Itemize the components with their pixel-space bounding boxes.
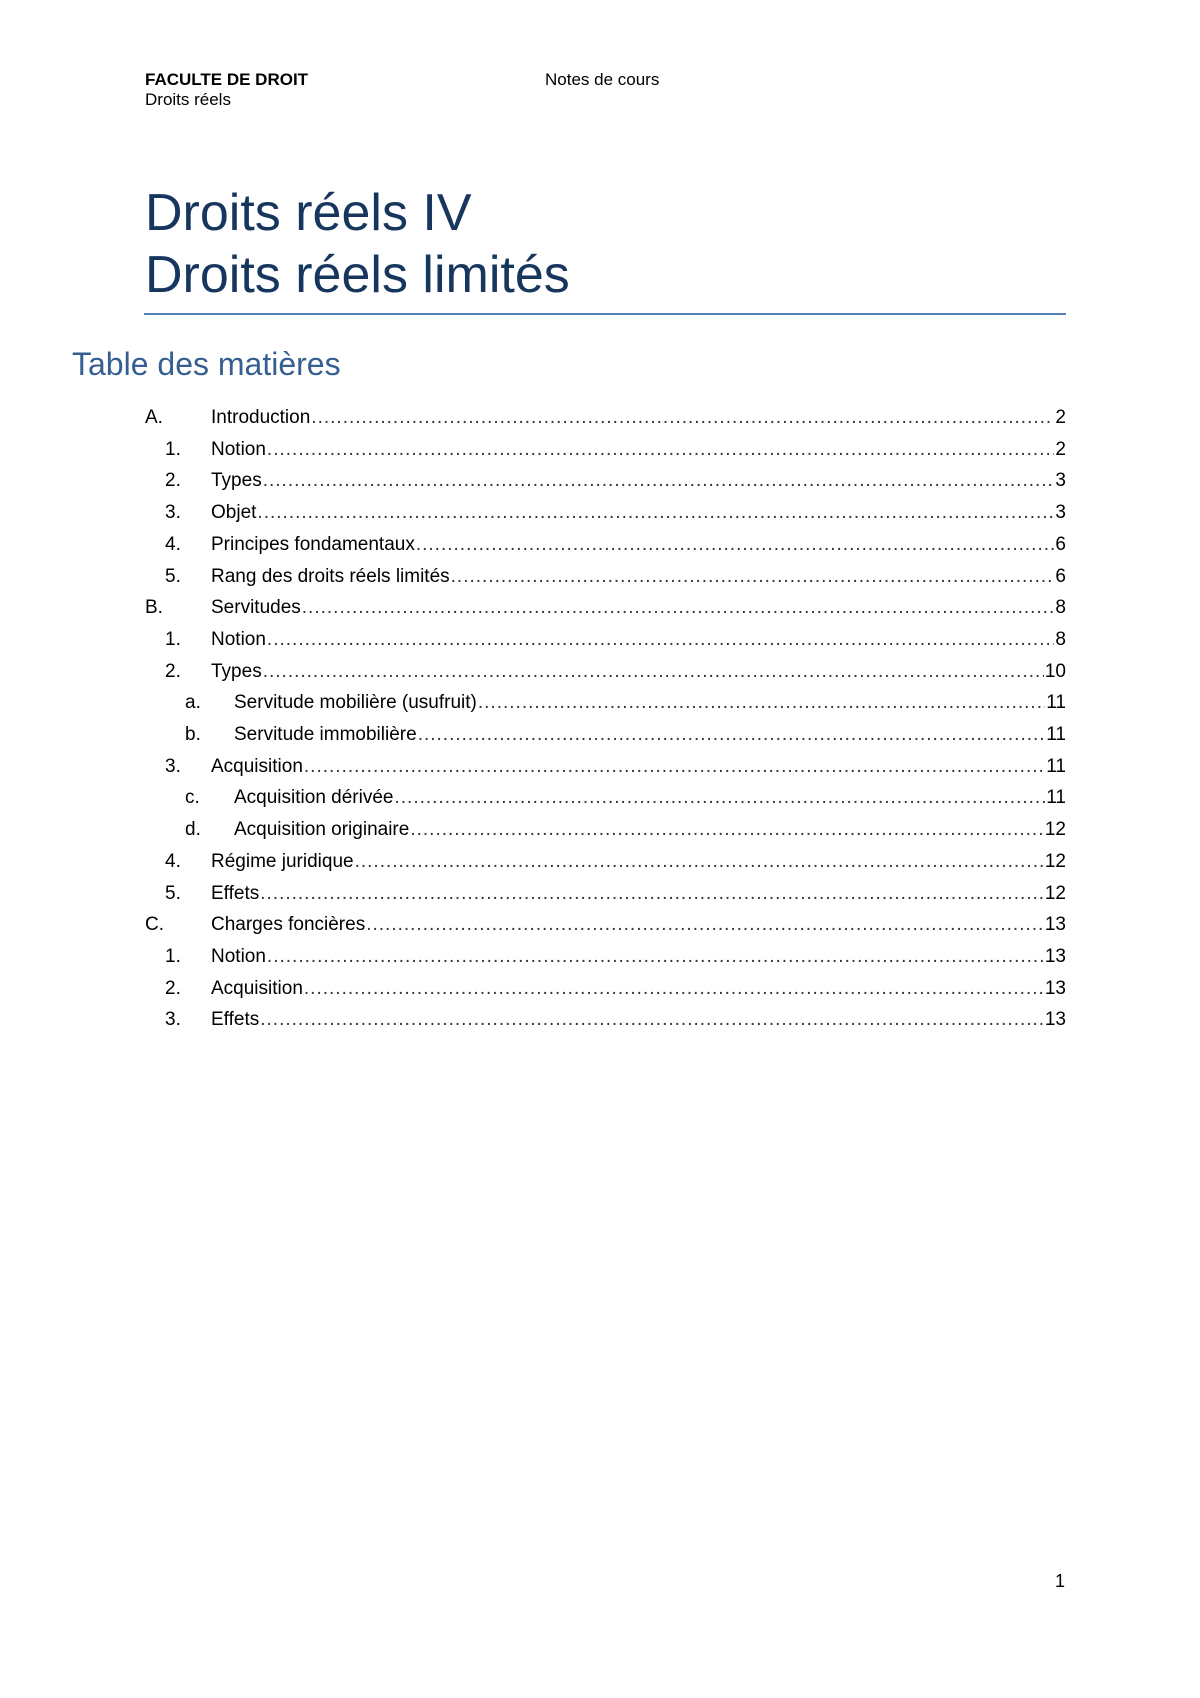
toc-entry-title[interactable]: Effets <box>211 1009 260 1030</box>
toc-dot-leader <box>260 882 1044 906</box>
toc-entry-page: 11 <box>1046 756 1066 777</box>
toc-heading: Table des matières <box>72 346 341 382</box>
title-divider <box>144 313 1066 315</box>
document-title-line-1: Droits réels IV <box>145 184 472 242</box>
toc-entry-page: 13 <box>1044 1009 1066 1030</box>
toc-dot-leader <box>311 406 1054 430</box>
toc-entry-page: 8 <box>1055 597 1066 618</box>
toc-dot-leader <box>418 723 1046 747</box>
toc-entry-line <box>234 723 1066 747</box>
toc-dot-leader <box>267 628 1055 652</box>
toc-entry-number: d. <box>185 819 201 840</box>
toc-entry-page: 3 <box>1055 502 1066 523</box>
toc-entry-page: 11 <box>1046 724 1066 745</box>
toc-entry-title[interactable]: Acquisition <box>211 756 303 777</box>
toc-entry-line <box>211 882 1066 906</box>
toc-entry-title[interactable]: Types <box>211 470 262 491</box>
toc-entry-number: 4. <box>165 851 181 872</box>
toc-entry-title[interactable]: Servitude mobilière (usufruit) <box>234 692 477 713</box>
toc-entry-number: C. <box>145 914 164 935</box>
toc-entry-number: 4. <box>165 534 181 555</box>
toc-entry-title[interactable]: Acquisition dérivée <box>234 787 394 808</box>
toc-dot-leader <box>304 755 1045 779</box>
toc-entry-title[interactable]: Régime juridique <box>211 851 354 872</box>
toc-entry-line <box>211 977 1066 1001</box>
toc-entry-number: c. <box>185 787 200 808</box>
toc-entry-page: 8 <box>1055 629 1066 650</box>
toc-entry-title[interactable]: Effets <box>211 883 260 904</box>
toc-dot-leader <box>267 945 1044 969</box>
header-faculty: FACULTE DE DROIT <box>145 70 309 89</box>
toc-dot-leader <box>260 1008 1044 1032</box>
toc-entry-page: 12 <box>1044 819 1066 840</box>
toc-entry-number: 2. <box>165 978 181 999</box>
toc-dot-leader <box>478 691 1045 715</box>
toc-entry-number: a. <box>185 692 201 713</box>
toc-entry-number: 2. <box>165 470 181 491</box>
toc-entry-line <box>211 660 1066 684</box>
toc-dot-leader <box>302 596 1055 620</box>
toc-entry-title[interactable]: Notion <box>211 439 266 460</box>
toc-entry-page: 10 <box>1044 661 1066 682</box>
toc-entry-title[interactable]: Notion <box>211 629 266 650</box>
toc-dot-leader <box>366 913 1044 937</box>
toc-dot-leader <box>263 469 1055 493</box>
toc-entry-title[interactable]: Types <box>211 661 262 682</box>
toc-entry-line <box>211 596 1066 620</box>
toc-entry-page: 2 <box>1055 407 1066 428</box>
document-title-line-2: Droits réels limités <box>145 246 570 304</box>
toc-entry-page: 13 <box>1044 946 1066 967</box>
toc-dot-leader <box>304 977 1044 1001</box>
toc-dot-leader <box>416 533 1055 557</box>
toc-entry-line <box>211 850 1066 874</box>
toc-entry-page: 6 <box>1055 566 1066 587</box>
toc-dot-leader <box>451 565 1055 589</box>
toc-entry-line <box>211 533 1066 557</box>
toc-entry-number: A. <box>145 407 163 428</box>
toc-entry-title[interactable]: Objet <box>211 502 257 523</box>
toc-entry-number: 3. <box>165 756 181 777</box>
toc-entry-number: b. <box>185 724 201 745</box>
toc-entry-line <box>211 1008 1066 1032</box>
toc-entry-page: 13 <box>1044 914 1066 935</box>
toc-dot-leader <box>257 501 1054 525</box>
toc-entry-line <box>211 945 1066 969</box>
toc-dot-leader <box>355 850 1044 874</box>
toc-entry-line <box>211 406 1066 430</box>
toc-dot-leader <box>394 786 1045 810</box>
toc-entry-number: B. <box>145 597 163 618</box>
toc-entry-line <box>234 818 1066 842</box>
toc-entry-number: 5. <box>165 566 181 587</box>
toc-entry-line <box>211 565 1066 589</box>
toc-entry-number: 2. <box>165 661 181 682</box>
toc-entry-title[interactable]: Servitudes <box>211 597 301 618</box>
toc-entry-page: 3 <box>1055 470 1066 491</box>
toc-entry-line <box>211 913 1066 937</box>
toc-entry-line <box>211 628 1066 652</box>
toc-entry-line <box>234 786 1066 810</box>
toc-entry-page: 2 <box>1055 439 1066 460</box>
toc-entry-page: 11 <box>1046 692 1066 713</box>
toc-dot-leader <box>410 818 1044 842</box>
toc-entry-title[interactable]: Principes fondamentaux <box>211 534 415 555</box>
toc-entry-line <box>234 691 1066 715</box>
toc-entry-line <box>211 501 1066 525</box>
toc-entry-page: 13 <box>1044 978 1066 999</box>
toc-dot-leader <box>267 438 1055 462</box>
toc-entry-page: 6 <box>1055 534 1066 555</box>
header-center-label: Notes de cours <box>545 70 660 89</box>
toc-entry-title[interactable]: Servitude immobilière <box>234 724 417 745</box>
toc-entry-line <box>211 469 1066 493</box>
toc-entry-number: 1. <box>165 946 181 967</box>
toc-entry-line <box>211 755 1066 779</box>
toc-entry-number: 3. <box>165 1009 181 1030</box>
page-number: 1 <box>1055 1571 1066 1591</box>
document-title <box>145 182 570 306</box>
toc-entry-title[interactable]: Acquisition <box>211 978 303 999</box>
toc-entry-page: 11 <box>1046 787 1066 808</box>
toc-entry-title[interactable]: Acquisition originaire <box>234 819 410 840</box>
toc-entry-number: 1. <box>165 629 181 650</box>
toc-entry-title[interactable]: Charges foncières <box>211 914 366 935</box>
header-subject: Droits réels <box>145 90 231 109</box>
toc-entry-title[interactable]: Introduction <box>211 407 311 428</box>
toc-entry-title[interactable]: Rang des droits réels limités <box>211 566 450 587</box>
toc-entry-number: 3. <box>165 502 181 523</box>
toc-entry-page: 12 <box>1044 883 1066 904</box>
toc-entry-page: 12 <box>1044 851 1066 872</box>
page-header-left <box>145 70 308 110</box>
toc-entry-title[interactable]: Notion <box>211 946 266 967</box>
toc-entry-number: 5. <box>165 883 181 904</box>
toc-dot-leader <box>263 660 1044 684</box>
toc-entry-line <box>211 438 1066 462</box>
toc-entry-number: 1. <box>165 439 181 460</box>
